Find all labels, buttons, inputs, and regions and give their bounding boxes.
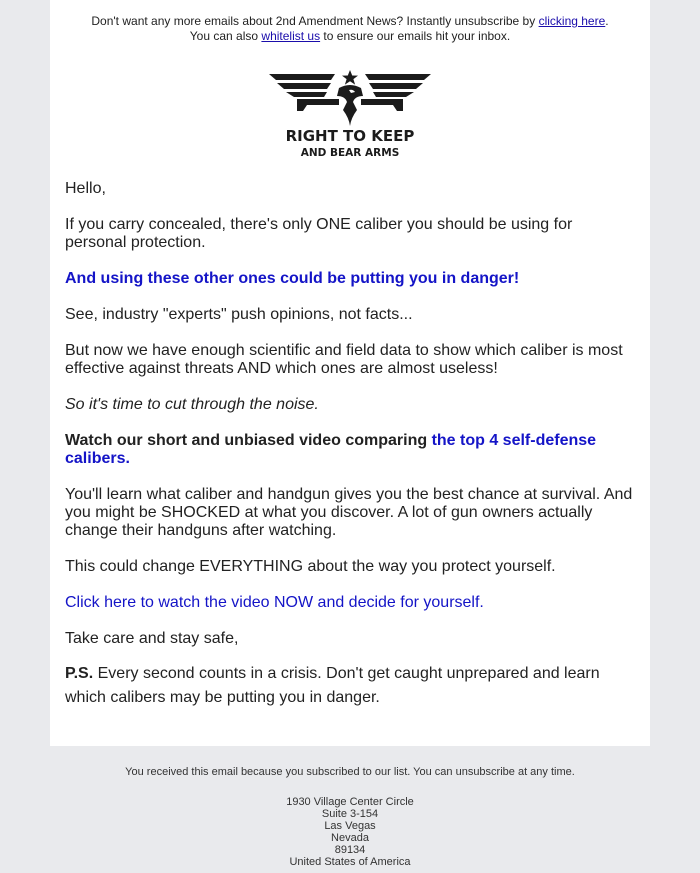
header-notice bbox=[50, 14, 650, 44]
paragraph-change: This could change EVERYTHING about the way you protect yourself. bbox=[65, 558, 556, 575]
subscription-note: You received this email because you subscribed to our list. You can unsubscribe at any time. bbox=[125, 766, 575, 778]
eagle-star-wings-icon bbox=[267, 66, 433, 162]
mailing-address bbox=[0, 796, 700, 868]
header-notice-line2 bbox=[50, 29, 650, 44]
ps-text: Every second counts in a crisis. Don't get caught unprepared and learn which calibers may be putting you in danger. bbox=[65, 665, 600, 706]
logo-subtitle: AND BEAR ARMS bbox=[300, 147, 400, 159]
address-line: United States of America bbox=[289, 856, 411, 868]
address-line: Suite 3-154 bbox=[321, 808, 379, 820]
paragraph-data: But now we have enough scientific and field data to show which caliber is most effective against threats AND which ones are almost useless! bbox=[65, 342, 623, 377]
notice-text: Don't want any more emails about 2nd Amendment News? Instantly unsubscribe by bbox=[91, 14, 539, 28]
notice-text: You can also bbox=[189, 29, 262, 43]
watch-video-link[interactable]: Click here to watch the video NOW and decide for yourself. bbox=[65, 594, 484, 611]
whitelist-link[interactable]: whitelist us bbox=[261, 29, 321, 43]
postscript bbox=[65, 662, 635, 710]
email-footer bbox=[0, 766, 700, 868]
ps-label: P.S. bbox=[65, 665, 94, 682]
notice-text: . bbox=[605, 14, 609, 28]
paragraph-learn: You'll learn what caliber and handgun gives you the best chance at survival. And you might be SHOCKED at what you discover. A lot of gun owners actually change their handguns after watching. bbox=[65, 486, 633, 539]
video-intro-text: Watch our short and unbiased video comparing bbox=[65, 432, 432, 449]
paragraph-experts: See, industry "experts" push opinions, not facts... bbox=[65, 306, 413, 323]
signoff: Take care and stay safe, bbox=[65, 630, 239, 647]
email-body bbox=[65, 180, 635, 728]
paragraph-intro: If you carry concealed, there's only ONE caliber you should be using for personal protection. bbox=[65, 216, 573, 251]
paragraph-cta bbox=[65, 594, 635, 612]
paragraph-video bbox=[65, 432, 635, 468]
address-line: 89134 bbox=[334, 844, 366, 856]
address-line: Nevada bbox=[331, 832, 369, 844]
header-notice-line1 bbox=[50, 14, 650, 29]
logo-title: RIGHT TO KEEP bbox=[285, 127, 415, 145]
unsubscribe-link[interactable]: clicking here bbox=[538, 14, 606, 28]
email-card bbox=[50, 0, 650, 746]
address-line: 1930 Village Center Circle bbox=[286, 796, 414, 808]
greeting: Hello, bbox=[65, 180, 106, 197]
notice-text: to ensure our emails hit your inbox. bbox=[320, 29, 511, 43]
paragraph-noise: So it's time to cut through the noise. bbox=[65, 396, 319, 413]
address-line: Las Vegas bbox=[324, 820, 376, 832]
brand-logo[interactable] bbox=[267, 66, 433, 162]
top-calibers-link[interactable]: the top 4 self-defense calibers. bbox=[65, 432, 597, 467]
paragraph-danger-headline: And using these other ones could be putting you in danger! bbox=[65, 270, 520, 287]
